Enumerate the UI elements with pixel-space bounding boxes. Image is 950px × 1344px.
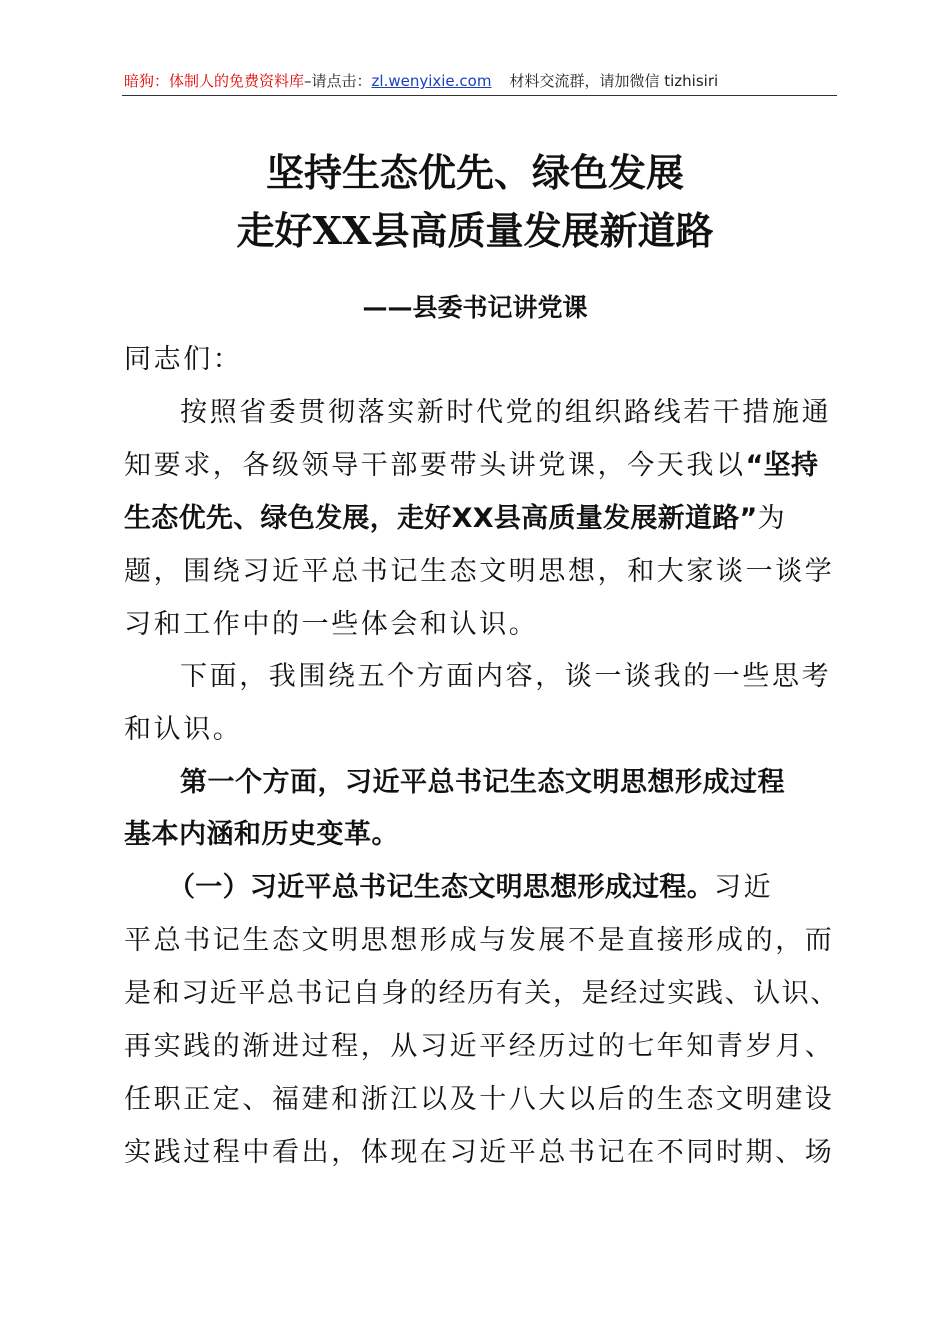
header-contact: 材料交流群，请加微信 tizhisiri [509,72,719,90]
paragraph-1-line-2-text: 知要求，各级领导干部要带头讲党课，今天我以 [124,450,746,481]
page-header [124,68,836,94]
title-line-2: 走好XX县高质量发展新道路 [236,208,714,253]
paragraph-2-line-1: 下面，我围绕五个方面内容，谈一谈我的一些思考 [180,661,832,692]
subsection-1-line-3: 是和习近平总书记自身的经历有关，是经过实践、认识、 [124,978,839,1009]
subsection-1-line-5: 任职正定、福建和浙江以及十八大以后的生态文明建设 [124,1084,835,1115]
paragraph-1-quote-start: “坚持 [745,450,819,481]
section-heading-line-1: 第一个方面，习近平总书记生态文明思想形成过程 [180,767,785,798]
title-line-1: 坚持生态优先、绿色发展 [265,150,684,195]
subtitle: ——县委书记讲党课 [362,293,588,322]
subsection-1-heading: （一）习近平总书记生态文明思想形成过程。 [168,872,714,903]
paragraph-1-line-2 [124,446,818,486]
salutation: 同志们： [124,344,243,375]
paragraph-1-line-4: 题，围绕习近平总书记生态文明思想，和大家谈一谈学 [124,556,835,587]
subsection-1-line-1-tail: 习近 [714,872,774,903]
subsection-1-line-2: 平总书记生态文明思想形成与发展不是直接形成的，而 [124,925,835,956]
subsection-1-line-4: 再实践的渐进过程，从习近平经历过的七年知青岁月、 [124,1031,835,1062]
paragraph-2-line-2: 和认识。 [124,714,243,745]
header-divider [122,95,837,96]
paragraph-1-line-3 [124,499,787,539]
header-click-prefix: –请点击： [304,72,372,90]
subsection-1-line-1 [168,868,773,908]
subsection-1-line-6: 实践过程中看出，体现在习近平总书记在不同时期、场 [124,1137,835,1168]
paragraph-1-line-1: 按照省委贯彻落实新时代党的组织路线若干措施通 [180,397,832,428]
section-heading-line-2: 基本内涵和历史变革。 [124,819,399,850]
paragraph-1-quote: 生态优先、绿色发展，走好XX县高质量发展新道路” [124,503,758,534]
header-brand: 暗狗：体制人的免费资料库 [124,72,305,90]
header-link[interactable]: zl.wenyixie.com [371,72,492,90]
paragraph-1-line-5: 习和工作中的一些体会和认识。 [124,609,539,640]
paragraph-1-line-3-tail: 为 [757,503,788,534]
